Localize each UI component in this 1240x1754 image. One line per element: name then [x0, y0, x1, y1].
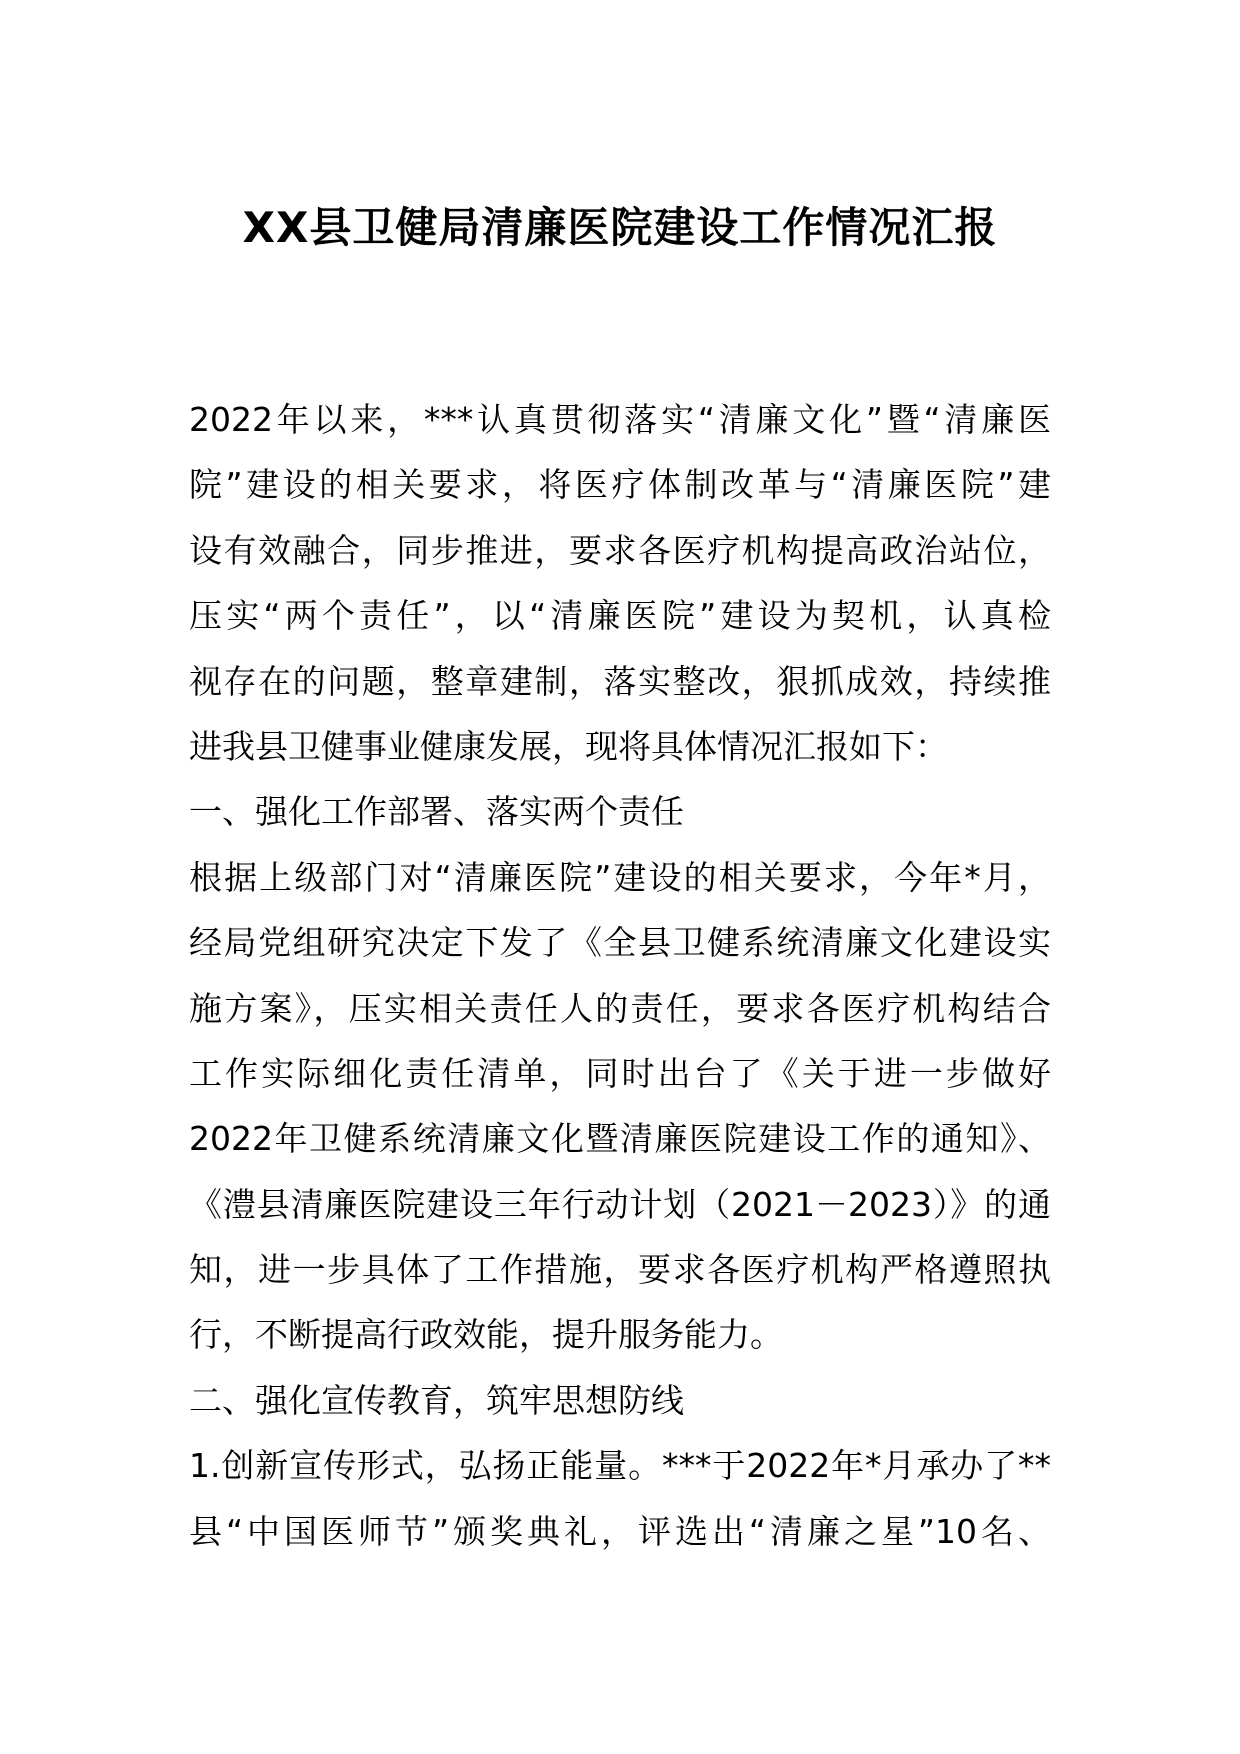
- body-line: 《澧县清廉医院建设三年行动计划（2021－2023）》的通: [189, 1184, 1051, 1224]
- body-line: 视存在的问题，整章建制，落实整改，狠抓成效，持续推: [189, 661, 1051, 701]
- body-line: 根据上级部门对“清廉医院”建设的相关要求，今年*月，: [189, 857, 1051, 897]
- section-heading: 一、强化工作部署、落实两个责任: [189, 792, 684, 832]
- body-line: 经局党组研究决定下发了《全县卫健系统清廉文化建设实: [189, 923, 1051, 963]
- section-heading: 二、强化宣传教育，筑牢思想防线: [189, 1380, 684, 1420]
- body-line: 压实“两个责任”，以“清廉医院”建设为契机，认真检: [189, 596, 1051, 636]
- body-line: 施方案》，压实相关责任人的责任，要求各医疗机构结合: [189, 988, 1051, 1028]
- body-line: 知，进一步具体了工作措施，要求各医疗机构严格遵照执: [189, 1250, 1051, 1290]
- body-line: 1.创新宣传形式，弘扬正能量。***于2022年*月承办了**: [189, 1446, 1051, 1486]
- body-line: 院”建设的相关要求，将医疗体制改革与“清廉医院”建: [189, 465, 1051, 505]
- body-line: 县“中国医师节”颁奖典礼，评选出“清廉之星”10名、: [189, 1511, 1051, 1551]
- body-line: 进我县卫健事业健康发展，现将具体情况汇报如下：: [189, 726, 948, 766]
- body-line: 设有效融合，同步推进，要求各医疗机构提高政治站位，: [189, 530, 1051, 570]
- body-line: 2022年卫健系统清廉文化暨清廉医院建设工作的通知》、: [189, 1119, 1051, 1159]
- body-line: 工作实际细化责任清单，同时出台了《关于进一步做好: [189, 1053, 1051, 1093]
- body-line: 行，不断提高行政效能，提升服务能力。: [189, 1315, 783, 1355]
- document-body: [189, 387, 1051, 1564]
- body-line: 2022年以来，***认真贯彻落实“清廉文化”暨“清廉医: [189, 400, 1051, 439]
- document-title: XX县卫健局清廉医院建设工作情况汇报: [242, 203, 998, 252]
